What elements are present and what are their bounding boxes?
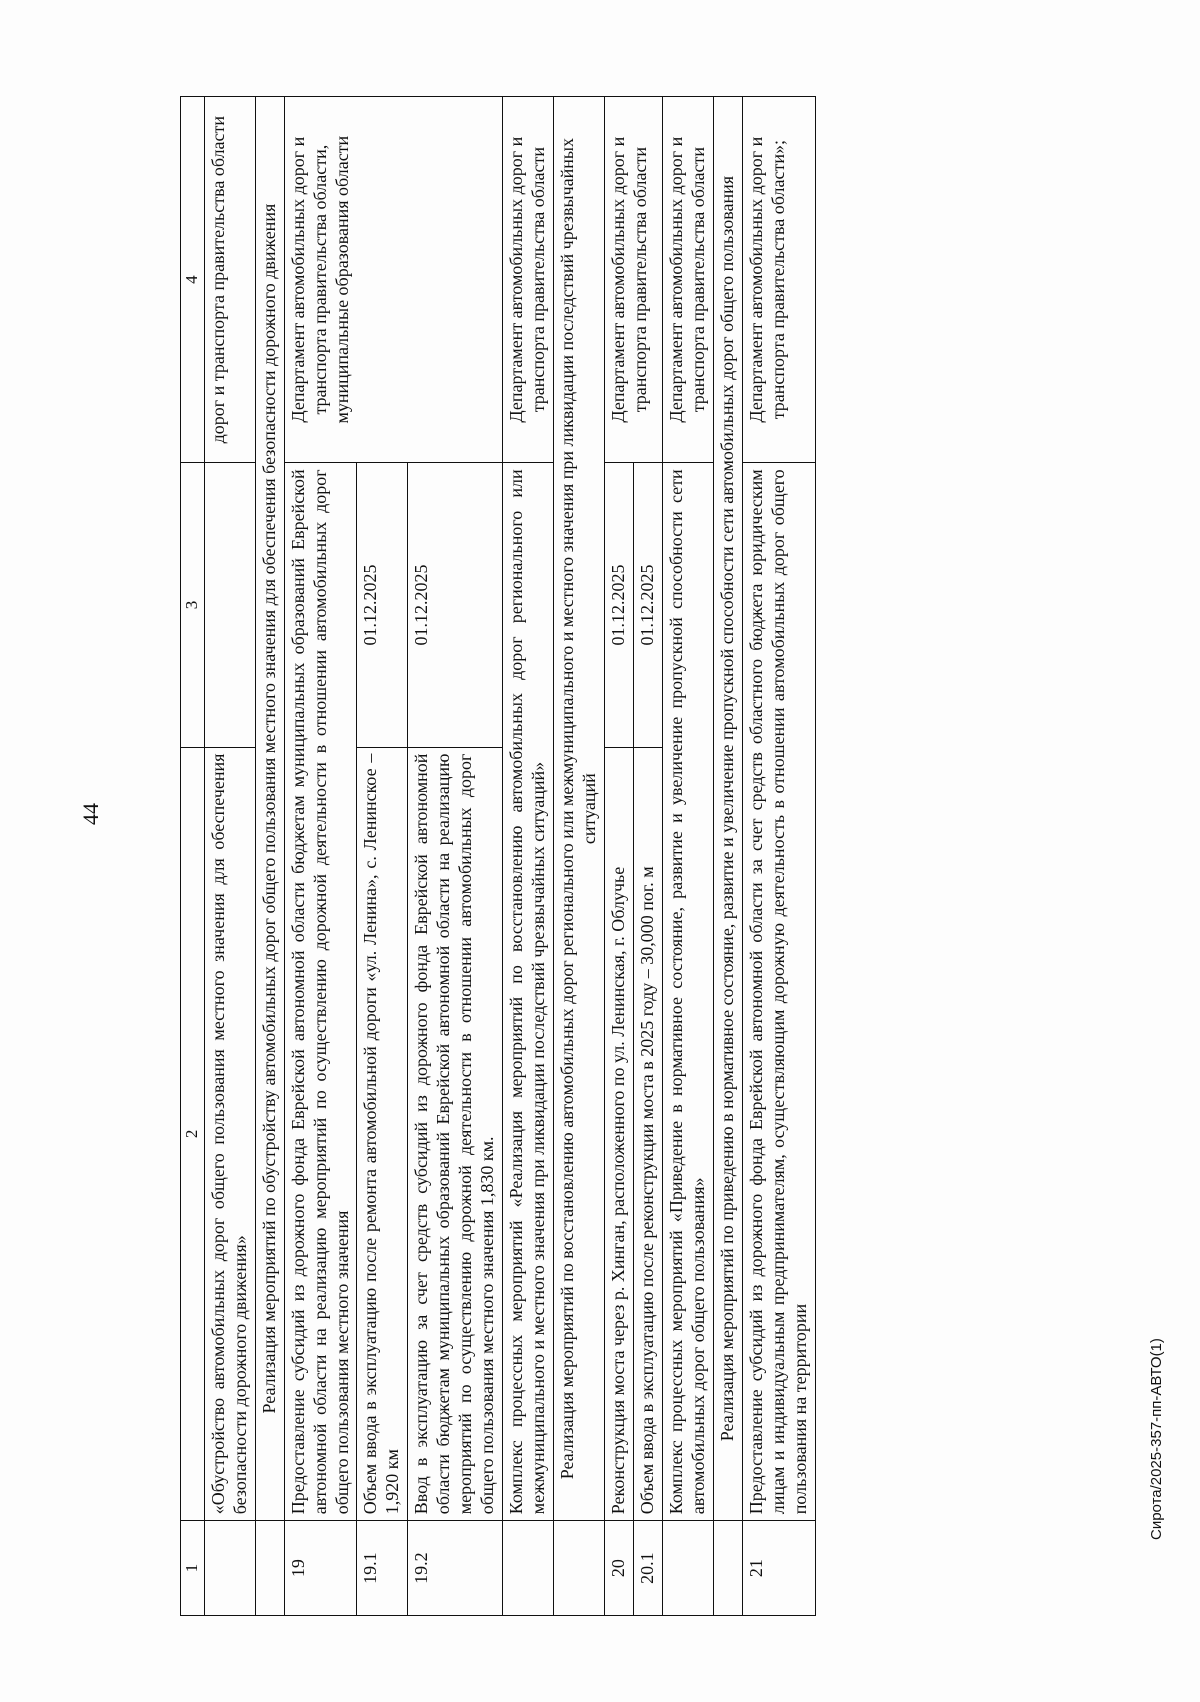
row-date: 01.12.2025 [604, 463, 633, 747]
table-row [503, 97, 554, 1616]
row-number: 21 [742, 1521, 815, 1616]
section-row [713, 97, 742, 1616]
row-number: 19.2 [408, 1521, 503, 1616]
row-description: Объем ввода в эксплуатацию после реконструкции моста в 2025 году – 30,000 пог. м [633, 747, 662, 1521]
table-row [662, 97, 713, 1616]
row-responsible: Департамент автомобильных дорог и транспорта правительства области, муниципальные образования области [284, 97, 503, 463]
row-responsible: дорог и транспорта правительства области [204, 97, 255, 463]
column-header: 2 [181, 747, 205, 1521]
row-number [503, 1521, 554, 1616]
row-number [662, 1521, 713, 1616]
row-responsible: Департамент автомобильных дорог и транспорта правительства области [604, 97, 662, 463]
row-number [204, 1521, 255, 1616]
section-title: Реализация мероприятий по обустройству автомобильных дорог общего пользования местного значения для обеспечения безопасности дорожного движения [255, 97, 284, 1521]
activities-table [180, 96, 816, 1616]
column-header: 1 [181, 1521, 205, 1616]
row-description: Предоставление субсидий из дорожного фонда Еврейской автономной области за счет средств областного бюджета юридическим лицам и индивидуальным предпринимателям, осуществляющим дорожную деятельность в отношении автомобильных дорог общего пользования на территории [742, 463, 815, 1521]
row-description: Предоставление субсидий из дорожного фонда Еврейской автономной области бюджетам муниципальных образований Еврейской автономной области на реализацию мероприятий по осуществлению дорожной деятельности в отношении автомобильных дорог общего пользования местного значения [284, 463, 357, 1521]
row-number: 19.1 [357, 1521, 408, 1616]
column-header: 3 [181, 463, 205, 747]
table-row [284, 97, 357, 1616]
row-description: Объем ввода в эксплуатацию после ремонта автомобильной дороги «ул. Ленина», с. Ленинское – 1,920 км [357, 747, 408, 1521]
row-date [204, 463, 255, 747]
row-responsible: Департамент автомобильных дорог и транспорта правительства области [662, 97, 713, 463]
row-number: 20.1 [633, 1521, 662, 1616]
table-row [204, 97, 255, 1616]
row-description: Реконструкция моста через р. Хинган, расположенного по ул. Ленинская, г. Облучье [604, 747, 633, 1521]
section-title: Реализация мероприятий по приведению в нормативное состояние, развитие и увеличение пропускной способности сети автомобильных дорог общего пользования [713, 97, 742, 1521]
section-number-cell [554, 1521, 605, 1616]
column-header: 4 [181, 97, 205, 463]
rotated-table-container [180, 96, 960, 1616]
table-row [604, 97, 633, 1616]
row-date: 01.12.2025 [357, 463, 408, 747]
section-title: Реализация мероприятий по восстановлению автомобильных дорог регионального или межмуниципального и местного значения при ликвидации последствий чрезвычайных ситуаций [554, 97, 605, 1521]
section-number-cell [713, 1521, 742, 1616]
row-number: 19 [284, 1521, 357, 1616]
document-footer: Сирота/2025-357-пп-АВТО(1) [1148, 1338, 1165, 1540]
section-row [255, 97, 284, 1616]
row-responsible: Департамент автомобильных дорог и транспорта правительства области [503, 97, 554, 463]
section-row [554, 97, 605, 1616]
row-description: «Обустройство автомобильных дорог общего пользования местного значения для обеспечения безопасности дорожного движения» [204, 747, 255, 1521]
section-number-cell [255, 1521, 284, 1616]
row-description: Комплекс процессных мероприятий «Реализация мероприятий по восстановлению автомобильных дорог регионального или межмуниципального и местного значения при ликвидации последствий чрезвычайных ситуаций» [503, 463, 554, 1521]
row-responsible: Департамент автомобильных дорог и транспорта правительства области»; [742, 97, 815, 463]
table-row [742, 97, 815, 1616]
row-description: Ввод в эксплуатацию за счет средств субсидий из дорожного фонда Еврейской автономной области бюджетам муниципальных образований Еврейской автономной области на реализацию мероприятий по осуществлению дорожной деятельности в отношении автомобильных дорог общего пользования местного значения 1,830 км. [408, 747, 503, 1521]
row-number: 20 [604, 1521, 633, 1616]
row-date: 01.12.2025 [408, 463, 503, 747]
row-date: 01.12.2025 [633, 463, 662, 747]
table-header-row [181, 97, 205, 1616]
row-description: Комплекс процессных мероприятий «Приведение в нормативное состояние, развитие и увеличение пропускной способности сети автомобильных дорог общего пользования» [662, 463, 713, 1521]
page-number: 44 [78, 803, 103, 825]
